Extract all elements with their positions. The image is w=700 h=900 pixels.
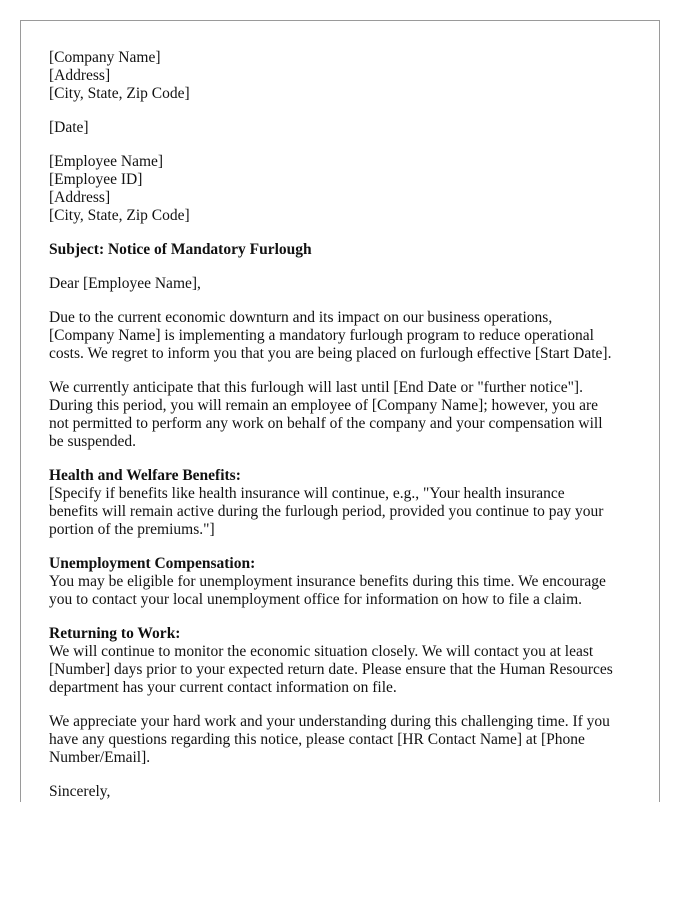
subject-text: Subject: Notice of Mandatory Furlough — [49, 241, 312, 258]
signoff — [49, 783, 639, 801]
date-text: [Date] — [49, 119, 89, 136]
paragraph-line: not permitted to perform any work on behalf of the company and your compensation will — [49, 415, 603, 432]
subject-line — [49, 241, 639, 259]
letter-page — [20, 20, 660, 802]
letter-content — [49, 49, 639, 802]
paragraph-line: you to contact your local unemployment office for information on how to file a claim. — [49, 591, 583, 608]
benefits-heading: Health and Welfare Benefits: — [49, 467, 241, 484]
paragraph-line: [Specify if benefits like health insurance will continue, e.g., "Your health insurance — [49, 485, 565, 502]
paragraph-line: costs. We regret to inform you that you are being placed on furlough effective [Start Date]. — [49, 345, 612, 362]
paragraph-line: During this period, you will remain an employee of [Company Name]; however, you are — [49, 397, 599, 414]
recipient-name: [Employee Name] — [49, 153, 164, 170]
paragraph-line: You may be eligible for unemployment insurance benefits during this time. We encourage — [49, 573, 606, 590]
unemployment-heading: Unemployment Compensation: — [49, 555, 256, 572]
recipient-street: [Address] — [49, 189, 111, 206]
paragraph-line: Number/Email]. — [49, 749, 151, 766]
paragraph-closing — [49, 713, 639, 767]
paragraph-line: benefits will remain active during the furlough period, provided you continue to pay your — [49, 503, 604, 520]
paragraph-line: [Number] days prior to your expected return date. Please ensure that the Human Resources — [49, 661, 613, 678]
letter-date — [49, 119, 639, 137]
paragraph-line: [Company Name] is implementing a mandatory furlough program to reduce operational — [49, 327, 594, 344]
paragraph-line: We appreciate your hard work and your understanding during this challenging time. If you — [49, 713, 610, 730]
greeting — [49, 275, 639, 293]
paragraph-furlough-notice — [49, 309, 639, 363]
recipient-id: [Employee ID] — [49, 171, 143, 188]
recipient-address — [49, 153, 639, 225]
greeting-text: Dear [Employee Name], — [49, 275, 201, 292]
paragraph-line: department has your current contact information on file. — [49, 679, 397, 696]
section-unemployment — [49, 555, 639, 609]
paragraph-line: Due to the current economic downturn and its impact on our business operations, — [49, 309, 553, 326]
section-benefits — [49, 467, 639, 539]
paragraph-line: portion of the premiums."] — [49, 521, 215, 538]
sender-city: [City, State, Zip Code] — [49, 85, 190, 102]
paragraph-line: be suspended. — [49, 433, 136, 450]
paragraph-line: We currently anticipate that this furlough will last until [End Date or "further notice"]. — [49, 379, 583, 396]
paragraph-duration — [49, 379, 639, 451]
sender-address — [49, 49, 639, 103]
paragraph-line: have any questions regarding this notice, please contact [HR Contact Name] at [Phone — [49, 731, 585, 748]
paragraph-line: We will continue to monitor the economic situation closely. We will contact you at least — [49, 643, 594, 660]
sender-company: [Company Name] — [49, 49, 161, 66]
sender-street: [Address] — [49, 67, 111, 84]
recipient-city: [City, State, Zip Code] — [49, 207, 190, 224]
return-heading: Returning to Work: — [49, 625, 181, 642]
section-returning — [49, 625, 639, 697]
signoff-text: Sincerely, — [49, 783, 111, 800]
